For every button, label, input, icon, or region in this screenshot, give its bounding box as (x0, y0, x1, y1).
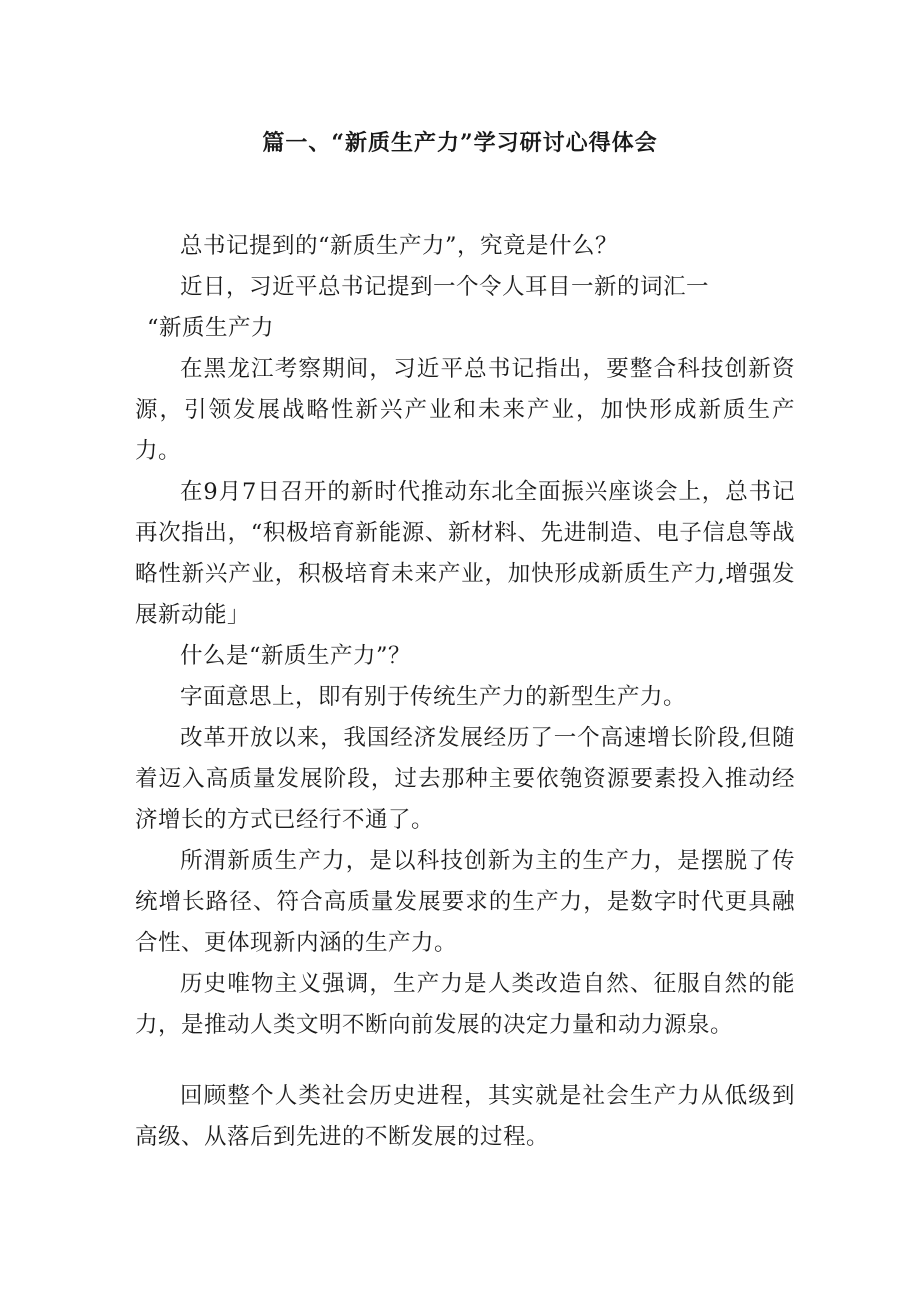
paragraph: 什么是“新质生产力”？ (180, 643, 412, 669)
paragraph: 所渭新质生产力，是以科技创新为主的生产力，是摆脱了传统增长路径、符合高质量发展要求的生产力，是数字时代更具融合性、更体现新内涵的生产力。 (135, 848, 795, 956)
paragraph: 改革开放以来，我国经济发展经历了一个高速增长阶段,但随着迈入高质量发展阶段，过去那种主要依匏资源要素投入推动经济增长的方式已经行不通了。 (135, 725, 795, 833)
document-body (135, 226, 795, 1158)
paragraph: 在9月7日召开的新时代推动东北全面振兴座谈会上，总书记再次指出，“积极培育新能源、新材料、先进制造、电子信息等战略性新兴产业，积极培育未来产业，加快形成新质生产力,增强发展新动能」 (135, 479, 795, 628)
document-title: 篇一、“新质生产力”学习研讨心得体会 (262, 130, 658, 156)
paragraph: 总书记提到的“新质生产力”，究竟是什么？ (180, 233, 619, 259)
paragraph: 历史唯物主义强调，生产力是人类改造自然、征服自然的能力，是推动人类文明不断向前发展的决定力量和动力源泉。 (135, 971, 795, 1038)
paragraph: 在黑龙江考察期间，习近平总书记指出，要整合科技创新资源，引领发展战略性新兴产业和未来产业，加快形成新质生产力。 (135, 356, 795, 464)
paragraph: “新质生产力 (147, 315, 275, 341)
paragraph: 字面意思上，即有别于传统生产力的新型生产力。 (180, 684, 687, 710)
paragraph: 回顾整个人类社会历史进程，其实就是社会生产力从低级到高级、从落后到先进的不断发展的过程。 (135, 1083, 795, 1150)
paragraph: 近日，习近平总书记提到一个令人耳目一新的词汇一 (180, 274, 710, 300)
